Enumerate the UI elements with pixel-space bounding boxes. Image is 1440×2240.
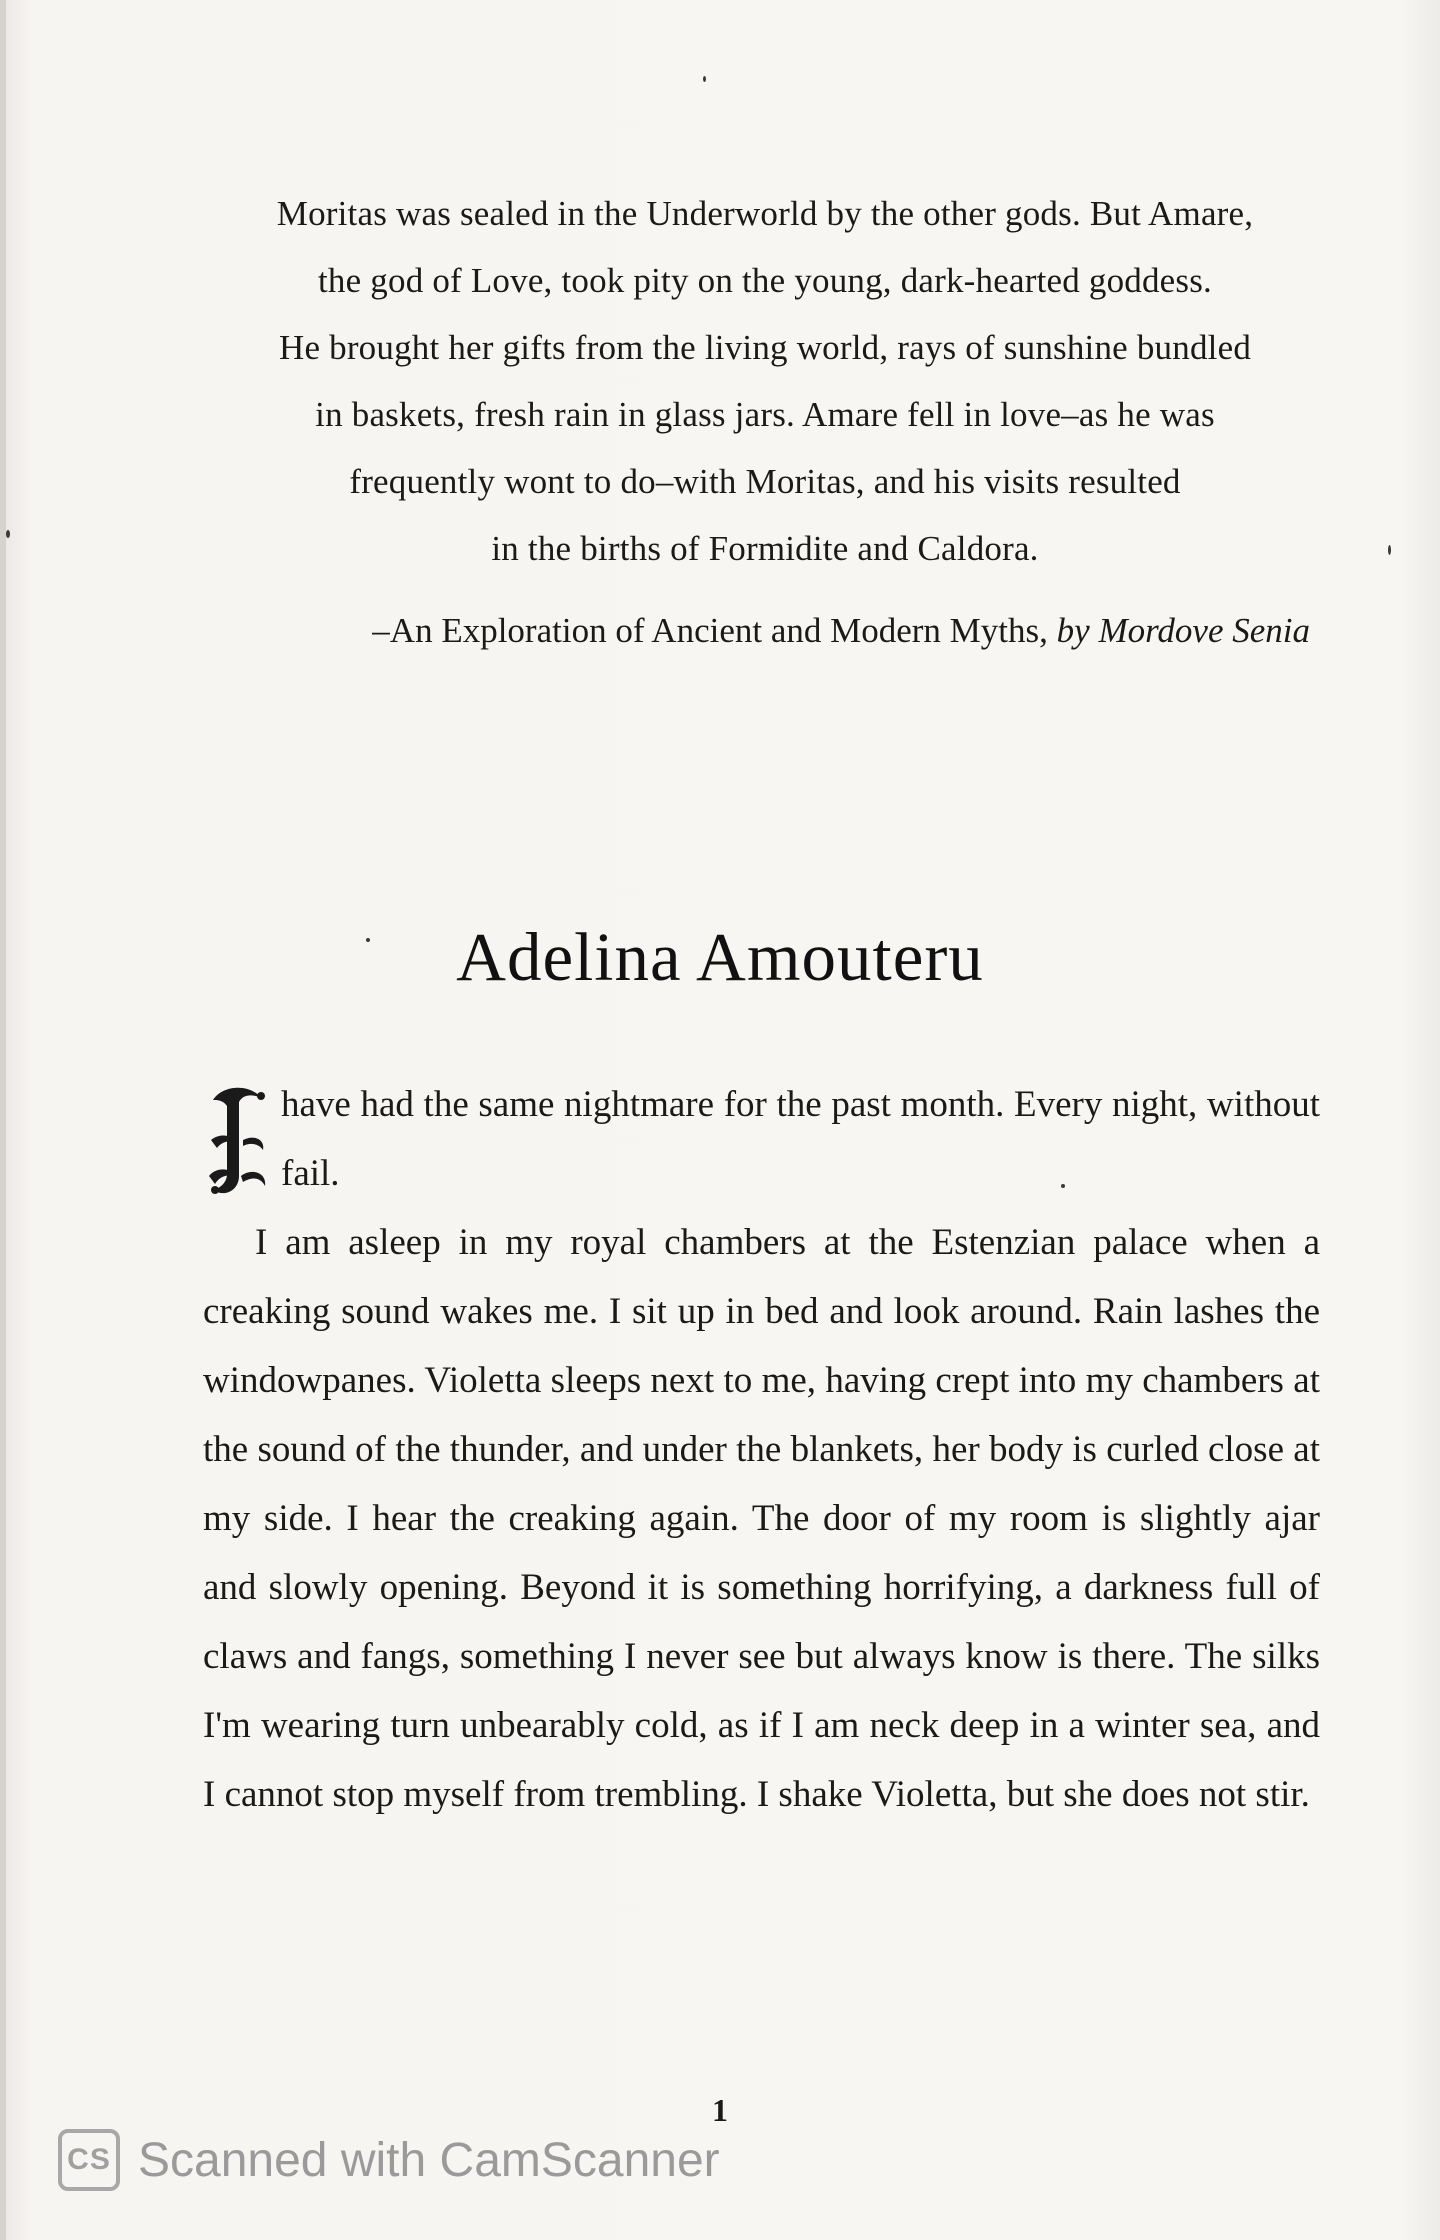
first-paragraph: have had the same nightmare for the past month. Every night, without fail. bbox=[281, 1084, 1320, 1194]
epigraph-line: in the births of Formidite and Caldora. bbox=[491, 529, 1039, 568]
scan-speck bbox=[703, 76, 706, 82]
epigraph bbox=[220, 180, 1310, 582]
epigraph-attribution bbox=[230, 597, 1310, 664]
scan-speck bbox=[6, 530, 10, 538]
camscanner-logo-icon: CS bbox=[58, 2129, 120, 2191]
epigraph-line: Moritas was sealed in the Underworld by the other gods. But Amare, bbox=[276, 194, 1254, 233]
second-paragraph: I am asleep in my royal chambers at the Estenzian palace when a creaking sound wakes me. I sit up in bed and look around. Rain lashes the windowpanes. Violetta sleeps next to me, having crept into my chambers at the sound of the thunder, and under the blankets, her body is curled close at my side. I hear the creaking again. The door of my room is slightly ajar and slowly opening. Beyond it is something horrifying, a darkness full of claws and fangs, something I never see but always know is there. The silks I'm wearing turn unbearably cold, as if I am neck deep in a winter sea, and I cannot stop myself from trembling. I shake Violetta, but she does not stir. bbox=[203, 1222, 1320, 1815]
page-edge-shadow bbox=[0, 0, 6, 2240]
attribution-source: –An Exploration of Ancient and Modern Myths, bbox=[372, 611, 1057, 650]
chapter-body bbox=[203, 1070, 1320, 1829]
epigraph-line: the god of Love, took pity on the young, dark-hearted goddess. bbox=[317, 261, 1212, 300]
epigraph-line: frequently wont to do–with Moritas, and his visits resulted bbox=[349, 462, 1181, 501]
dropcap bbox=[203, 1080, 273, 1204]
dropcap-ornament-icon bbox=[203, 1080, 273, 1204]
scan-speck bbox=[1388, 545, 1391, 555]
attribution-author: by Mordove Senia bbox=[1056, 611, 1310, 650]
chapter-title: Adelina Amouteru bbox=[456, 919, 984, 995]
scanner-watermark bbox=[58, 2128, 720, 2192]
epigraph-line: He brought her gifts from the living world, rays of sunshine bundled bbox=[278, 328, 1252, 367]
page-number: 1 bbox=[712, 2092, 728, 2128]
watermark-text: Scanned with CamScanner bbox=[138, 2133, 720, 2187]
epigraph-line: in baskets, fresh rain in glass jars. Amare fell in love–as he was bbox=[315, 395, 1215, 434]
